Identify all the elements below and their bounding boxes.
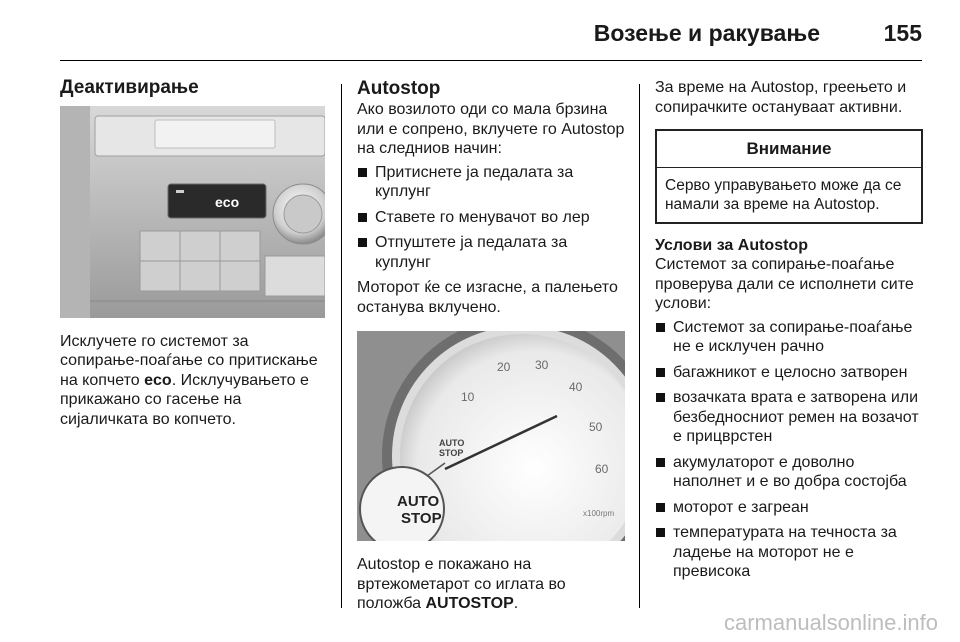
list-item: багажникот е целосно затворен — [655, 363, 923, 383]
column-divider-1 — [341, 84, 342, 608]
warning-box — [655, 129, 923, 224]
conditions-intro: Системот за сопирање-поаѓање проверува дали се исполнети сите услови: — [655, 256, 914, 312]
eco-button-illustration — [60, 106, 325, 318]
list-item: Отпуштете ја педалата за куплунг — [357, 233, 625, 272]
page-header — [0, 0, 960, 62]
dial-number: 60 — [595, 462, 609, 476]
zoom-auto-label: AUTO — [397, 493, 440, 510]
list-item: акумулаторот е доволно наполнет и е во добра состојба — [655, 453, 923, 492]
section-heading-autostop: Autostop — [357, 78, 441, 99]
header-title: Возење и ракување — [593, 20, 820, 46]
column-divider-2 — [639, 84, 640, 608]
header-rule — [60, 60, 922, 61]
conditions-list — [655, 318, 923, 582]
deactivation-text: Исклучете го системот за сопирање-поаѓање со притискање на копчето eco. Исклучувањето е прикажано со гасење на сијаличката во копчето. — [60, 332, 318, 428]
list-item: Системот за сопирање-поаѓање не е исклучен рачно — [655, 318, 923, 357]
dial-stop-label: STOP — [439, 448, 464, 458]
page-number: 155 — [883, 20, 922, 46]
dial-number: 40 — [569, 380, 583, 394]
warning-body: Серво управувањето може да се намали за време на Autostop. — [665, 176, 902, 213]
autostop-steps — [357, 163, 625, 273]
autostop-heating-note: За време на Autostop, греењето и сопирачките остануваат активни. — [655, 79, 907, 116]
list-item: Притиснете ја педалата за куплунг — [357, 163, 625, 202]
list-item: температурата на течноста за ладење на моторот не е превисока — [655, 523, 923, 582]
list-item: возачката врата е затворена или безбедносниот ремен на возачот е прицврстен — [655, 388, 923, 447]
watermark: carmanualsonline.info — [723, 610, 938, 635]
tachometer-caption: Autostop е покажано на вртежометарот со иглата во положба AUTOSTOP. — [357, 556, 566, 612]
autostop-intro: Ако возилото оди со мала брзина или е сопрено, вклучете го Autostop на следниов начин: — [357, 101, 625, 157]
eco-label: eco — [215, 193, 240, 210]
dial-number: 50 — [589, 420, 603, 434]
dial-unit: x100rpm — [583, 509, 615, 518]
dial-auto-label: AUTO — [439, 438, 465, 448]
conditions-heading: Услови за Autostop — [655, 236, 808, 254]
section-heading-deactivation: Деактивирање — [60, 77, 199, 98]
dial-number: 10 — [461, 390, 475, 404]
tachometer-illustration — [357, 331, 625, 541]
dial-number: 20 — [497, 360, 511, 374]
zoom-stop-label: STOP — [401, 510, 442, 527]
warning-title: Внимание — [657, 131, 921, 168]
list-item: Ставете го менувачот во лер — [357, 208, 625, 228]
column-autostop — [357, 78, 625, 614]
dial-number: 30 — [535, 358, 549, 372]
column-conditions — [655, 78, 923, 588]
column-deactivation — [60, 78, 325, 429]
list-item: моторот е загреан — [655, 498, 923, 518]
autostop-result: Моторот ќе се изгасне, а палењето останува вклучено. — [357, 279, 618, 316]
